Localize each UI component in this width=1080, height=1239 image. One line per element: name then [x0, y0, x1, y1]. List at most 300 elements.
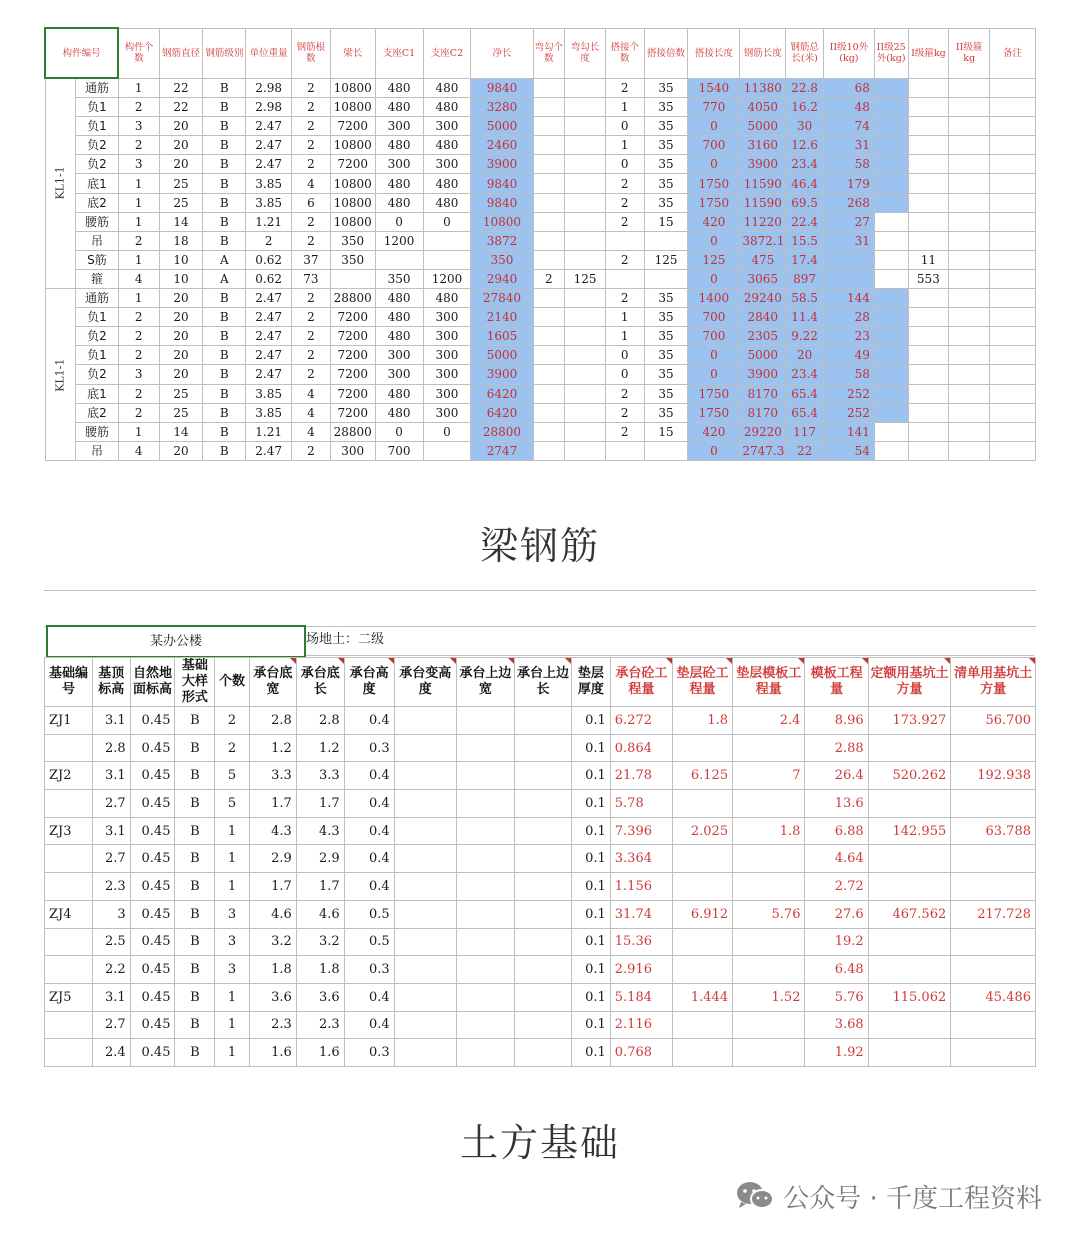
foundation-cell[interactable]: 19.2 — [805, 928, 868, 956]
rebar-cell[interactable]: 2 — [605, 384, 644, 403]
rebar-cell[interactable]: 35 — [644, 327, 688, 346]
rebar-cell[interactable]: B — [203, 174, 246, 193]
foundation-cell[interactable]: 1.2 — [249, 734, 296, 762]
foundation-cell[interactable]: 0.768 — [610, 1039, 672, 1067]
rebar-cell[interactable]: 2940 — [471, 269, 533, 288]
rebar-cell[interactable]: 5000 — [740, 346, 786, 365]
rebar-cell[interactable]: 1540 — [688, 78, 740, 98]
foundation-cell[interactable] — [45, 790, 93, 818]
rebar-cell[interactable]: 1200 — [375, 231, 423, 250]
foundation-cell[interactable] — [394, 817, 456, 845]
rebar-cell[interactable]: 65.4 — [786, 384, 824, 403]
rebar-cell[interactable] — [533, 212, 565, 231]
rebar-cell[interactable]: 141 — [823, 422, 874, 441]
rebar-cell[interactable] — [823, 250, 874, 269]
rebar-cell[interactable]: 1200 — [423, 269, 471, 288]
rebar-cell[interactable]: 1750 — [688, 384, 740, 403]
rebar-cell[interactable]: 1605 — [471, 327, 533, 346]
rebar-cell[interactable] — [423, 250, 471, 269]
foundation-cell[interactable] — [394, 734, 456, 762]
rebar-cell[interactable]: 2.47 — [246, 327, 292, 346]
foundation-cell[interactable]: B — [175, 762, 215, 790]
rebar-cell[interactable]: 6420 — [471, 403, 533, 422]
rebar-cell[interactable] — [533, 365, 565, 384]
rebar-cell[interactable] — [874, 403, 908, 422]
foundation-cell[interactable] — [733, 1011, 805, 1039]
foundation-cell[interactable] — [456, 873, 514, 901]
rebar-cell[interactable] — [565, 422, 606, 441]
rebar-cell[interactable] — [874, 136, 908, 155]
rebar-cell[interactable]: 3872 — [471, 231, 533, 250]
foundation-cell[interactable]: B — [175, 900, 215, 928]
soil-class-cell[interactable]: 场地土：二级 — [306, 625, 1034, 656]
foundation-cell[interactable]: B — [175, 1039, 215, 1067]
rebar-cell[interactable] — [949, 441, 990, 460]
foundation-cell[interactable] — [951, 734, 1036, 762]
rebar-header-6[interactable]: 梁长 — [330, 28, 375, 78]
rebar-cell[interactable]: 65.4 — [786, 403, 824, 422]
rebar-cell[interactable]: 0 — [605, 117, 644, 136]
rebar-cell[interactable] — [874, 308, 908, 327]
foundation-cell[interactable]: 1.8 — [249, 956, 296, 984]
foundation-cell[interactable]: 2.8 — [296, 707, 344, 735]
rebar-cell[interactable]: 22.4 — [786, 212, 824, 231]
foundation-cell[interactable] — [456, 956, 514, 984]
foundation-cell[interactable]: 1.6 — [296, 1039, 344, 1067]
rebar-cell[interactable]: 2 — [533, 269, 565, 288]
rebar-cell[interactable]: 1750 — [688, 403, 740, 422]
rebar-cell[interactable]: 17.4 — [786, 250, 824, 269]
rebar-cell[interactable]: 20 — [159, 441, 203, 460]
rebar-cell[interactable]: 负2 — [76, 327, 119, 346]
rebar-cell[interactable]: B — [203, 155, 246, 174]
foundation-cell[interactable]: 45.486 — [951, 983, 1036, 1011]
foundation-cell[interactable]: 0.45 — [130, 900, 175, 928]
rebar-cell[interactable]: 23 — [823, 327, 874, 346]
foundation-cell[interactable] — [733, 956, 805, 984]
rebar-cell[interactable]: 480 — [375, 403, 423, 422]
rebar-cell[interactable]: 30 — [786, 117, 824, 136]
rebar-cell[interactable]: 2 — [605, 193, 644, 212]
foundation-cell[interactable]: B — [175, 983, 215, 1011]
rebar-cell[interactable] — [949, 78, 990, 98]
foundation-cell[interactable] — [514, 873, 571, 901]
rebar-cell[interactable]: 0.62 — [246, 269, 292, 288]
foundation-cell[interactable]: 3.1 — [92, 762, 130, 790]
rebar-cell[interactable]: 31 — [823, 231, 874, 250]
rebar-cell[interactable] — [908, 231, 949, 250]
rebar-cell[interactable]: 300 — [423, 155, 471, 174]
rebar-cell[interactable] — [949, 403, 990, 422]
rebar-cell[interactable]: 10800 — [471, 212, 533, 231]
foundation-cell[interactable]: 3.1 — [92, 983, 130, 1011]
foundation-cell[interactable] — [394, 900, 456, 928]
foundation-cell[interactable]: 0.45 — [130, 790, 175, 818]
foundation-cell[interactable]: 2.8 — [249, 707, 296, 735]
foundation-cell[interactable]: 0.1 — [572, 734, 611, 762]
rebar-cell[interactable]: 2460 — [471, 136, 533, 155]
rebar-cell[interactable] — [644, 231, 688, 250]
rebar-cell[interactable]: 7200 — [330, 346, 375, 365]
foundation-cell[interactable]: 3.1 — [92, 707, 130, 735]
foundation-cell[interactable] — [733, 845, 805, 873]
rebar-cell[interactable]: 2.47 — [246, 136, 292, 155]
rebar-cell[interactable]: 31 — [823, 136, 874, 155]
rebar-cell[interactable] — [565, 365, 606, 384]
rebar-cell[interactable] — [565, 308, 606, 327]
foundation-cell[interactable]: 2.5 — [92, 928, 130, 956]
rebar-cell[interactable]: 2 — [292, 308, 331, 327]
rebar-cell[interactable] — [533, 346, 565, 365]
foundation-cell[interactable] — [951, 928, 1036, 956]
rebar-cell[interactable]: 0 — [688, 231, 740, 250]
rebar-cell[interactable]: 350 — [330, 231, 375, 250]
rebar-cell[interactable]: 2.47 — [246, 155, 292, 174]
rebar-cell[interactable] — [990, 117, 1036, 136]
rebar-cell[interactable]: 6 — [292, 193, 331, 212]
rebar-cell[interactable]: 2 — [605, 174, 644, 193]
rebar-cell[interactable]: 0 — [688, 269, 740, 288]
foundation-cell[interactable] — [394, 873, 456, 901]
rebar-cell[interactable]: 8170 — [740, 403, 786, 422]
rebar-cell[interactable]: 252 — [823, 384, 874, 403]
rebar-cell[interactable]: 3.85 — [246, 403, 292, 422]
rebar-header-11[interactable]: 弯勾长度 — [565, 28, 606, 78]
rebar-header-9[interactable]: 净长 — [471, 28, 533, 78]
foundation-cell[interactable]: 5.78 — [610, 790, 672, 818]
rebar-cell[interactable] — [908, 78, 949, 98]
foundation-cell[interactable]: 1.52 — [733, 983, 805, 1011]
foundation-cell[interactable]: 1 — [215, 1011, 250, 1039]
foundation-cell[interactable]: 0.4 — [344, 762, 394, 790]
rebar-cell[interactable]: 2 — [118, 308, 159, 327]
foundation-cell[interactable]: 0.1 — [572, 928, 611, 956]
rebar-cell[interactable] — [565, 174, 606, 193]
rebar-cell[interactable]: 20 — [159, 289, 203, 308]
foundation-cell[interactable]: 4.3 — [296, 817, 344, 845]
rebar-header-5[interactable]: 钢筋根数 — [292, 28, 331, 78]
foundation-cell[interactable]: 7 — [733, 762, 805, 790]
rebar-cell[interactable]: 22.8 — [786, 78, 824, 98]
rebar-cell[interactable]: B — [203, 384, 246, 403]
foundation-cell[interactable]: 0.45 — [130, 707, 175, 735]
foundation-cell[interactable]: 2.2 — [92, 956, 130, 984]
foundation-cell[interactable] — [868, 928, 951, 956]
rebar-cell[interactable] — [990, 327, 1036, 346]
foundation-cell[interactable]: ZJ2 — [45, 762, 93, 790]
rebar-cell[interactable]: 1 — [118, 289, 159, 308]
rebar-cell[interactable] — [908, 365, 949, 384]
foundation-header-15[interactable]: 模板工程量 — [805, 658, 868, 707]
rebar-cell[interactable]: 14 — [159, 212, 203, 231]
foundation-cell[interactable]: 2.88 — [805, 734, 868, 762]
foundation-cell[interactable] — [456, 707, 514, 735]
foundation-cell[interactable]: 0.45 — [130, 928, 175, 956]
rebar-cell[interactable]: 底1 — [76, 174, 119, 193]
rebar-cell[interactable]: 480 — [423, 98, 471, 117]
foundation-cell[interactable]: ZJ4 — [45, 900, 93, 928]
rebar-cell[interactable]: 负2 — [76, 155, 119, 174]
foundation-cell[interactable]: 0.3 — [344, 956, 394, 984]
foundation-header-4[interactable]: 个数 — [215, 658, 250, 707]
foundation-cell[interactable]: 6.48 — [805, 956, 868, 984]
foundation-cell[interactable] — [951, 873, 1036, 901]
foundation-cell[interactable]: 2.025 — [672, 817, 732, 845]
foundation-cell[interactable]: 6.912 — [672, 900, 732, 928]
foundation-cell[interactable]: 5.76 — [733, 900, 805, 928]
rebar-cell[interactable]: 20 — [786, 346, 824, 365]
rebar-cell[interactable] — [908, 193, 949, 212]
rebar-cell[interactable] — [874, 384, 908, 403]
rebar-cell[interactable]: 475 — [740, 250, 786, 269]
rebar-cell[interactable] — [533, 78, 565, 98]
rebar-cell[interactable] — [990, 250, 1036, 269]
rebar-header-12[interactable]: 搭接个数 — [605, 28, 644, 78]
foundation-cell[interactable]: 2.7 — [92, 790, 130, 818]
rebar-cell[interactable]: 通筋 — [76, 289, 119, 308]
rebar-header-3[interactable]: 钢筋级别 — [203, 28, 246, 78]
rebar-cell[interactable]: 10800 — [330, 98, 375, 117]
rebar-cell[interactable] — [565, 327, 606, 346]
foundation-cell[interactable] — [45, 1011, 93, 1039]
foundation-cell[interactable]: 1.7 — [296, 873, 344, 901]
rebar-header-20[interactable]: II级箍kg — [949, 28, 990, 78]
rebar-cell[interactable]: 25 — [159, 193, 203, 212]
rebar-cell[interactable]: 12.6 — [786, 136, 824, 155]
rebar-cell[interactable] — [908, 384, 949, 403]
foundation-cell[interactable] — [951, 1011, 1036, 1039]
foundation-cell[interactable] — [514, 734, 571, 762]
rebar-cell[interactable] — [908, 441, 949, 460]
rebar-cell[interactable] — [990, 384, 1036, 403]
rebar-cell[interactable]: 28800 — [330, 422, 375, 441]
foundation-cell[interactable] — [672, 790, 732, 818]
foundation-cell[interactable]: 3.68 — [805, 1011, 868, 1039]
rebar-cell[interactable]: 4 — [292, 174, 331, 193]
foundation-cell[interactable]: 520.262 — [868, 762, 951, 790]
foundation-cell[interactable] — [733, 734, 805, 762]
foundation-cell[interactable]: 8.96 — [805, 707, 868, 735]
rebar-cell[interactable]: 420 — [688, 212, 740, 231]
rebar-cell[interactable]: 252 — [823, 403, 874, 422]
rebar-cell[interactable]: 2 — [292, 346, 331, 365]
foundation-cell[interactable] — [868, 734, 951, 762]
rebar-cell[interactable] — [533, 327, 565, 346]
rebar-cell[interactable] — [908, 289, 949, 308]
foundation-header-3[interactable]: 基础大样形式 — [175, 658, 215, 707]
rebar-cell[interactable] — [565, 212, 606, 231]
rebar-cell[interactable]: 300 — [423, 117, 471, 136]
rebar-cell[interactable]: 0 — [605, 155, 644, 174]
foundation-cell[interactable]: 1.8 — [733, 817, 805, 845]
rebar-cell[interactable]: 300 — [375, 365, 423, 384]
foundation-cell[interactable] — [672, 1039, 732, 1067]
rebar-cell[interactable]: 35 — [644, 136, 688, 155]
rebar-cell[interactable]: 9840 — [471, 174, 533, 193]
rebar-cell[interactable]: 2 — [292, 289, 331, 308]
rebar-cell[interactable]: 2 — [118, 98, 159, 117]
foundation-cell[interactable]: 2.7 — [92, 845, 130, 873]
rebar-cell[interactable]: 35 — [644, 308, 688, 327]
rebar-cell[interactable]: 28800 — [330, 289, 375, 308]
rebar-cell[interactable]: 1 — [118, 174, 159, 193]
rebar-cell[interactable] — [949, 174, 990, 193]
rebar-cell[interactable] — [605, 231, 644, 250]
rebar-cell[interactable] — [908, 117, 949, 136]
rebar-cell[interactable]: 5000 — [471, 117, 533, 136]
rebar-cell[interactable]: 2 — [605, 422, 644, 441]
rebar-cell[interactable]: 2 — [292, 365, 331, 384]
rebar-cell[interactable]: 700 — [688, 136, 740, 155]
rebar-cell[interactable]: 700 — [688, 327, 740, 346]
foundation-cell[interactable] — [514, 762, 571, 790]
rebar-cell[interactable]: 3900 — [740, 155, 786, 174]
foundation-cell[interactable]: 0.45 — [130, 762, 175, 790]
rebar-cell[interactable]: 11.4 — [786, 308, 824, 327]
rebar-cell[interactable]: 1750 — [688, 174, 740, 193]
rebar-cell[interactable] — [874, 365, 908, 384]
rebar-cell[interactable]: 1 — [605, 308, 644, 327]
foundation-cell[interactable]: 31.74 — [610, 900, 672, 928]
foundation-header-0[interactable]: 基础编号 — [45, 658, 93, 707]
rebar-cell[interactable]: B — [203, 78, 246, 98]
rebar-cell[interactable]: 0 — [605, 365, 644, 384]
rebar-cell[interactable] — [949, 308, 990, 327]
foundation-header-6[interactable]: 承台底长 — [296, 658, 344, 707]
rebar-cell[interactable]: 1.21 — [246, 422, 292, 441]
rebar-cell[interactable] — [990, 193, 1036, 212]
foundation-cell[interactable]: 0.45 — [130, 1039, 175, 1067]
rebar-cell[interactable]: 300 — [423, 308, 471, 327]
foundation-header-14[interactable]: 垫层模板工程量 — [733, 658, 805, 707]
rebar-cell[interactable] — [565, 441, 606, 460]
rebar-cell[interactable]: 300 — [423, 327, 471, 346]
foundation-cell[interactable] — [456, 790, 514, 818]
rebar-cell[interactable]: 58 — [823, 365, 874, 384]
foundation-cell[interactable] — [45, 956, 93, 984]
rebar-cell[interactable]: 4 — [292, 403, 331, 422]
rebar-cell[interactable] — [990, 289, 1036, 308]
foundation-cell[interactable] — [456, 1011, 514, 1039]
rebar-cell[interactable]: 3900 — [471, 365, 533, 384]
rebar-cell[interactable]: 2.47 — [246, 289, 292, 308]
foundation-cell[interactable]: 0.1 — [572, 1011, 611, 1039]
rebar-cell[interactable]: 10800 — [330, 78, 375, 98]
foundation-cell[interactable]: 3.1 — [92, 817, 130, 845]
rebar-cell[interactable]: 1 — [605, 136, 644, 155]
rebar-cell[interactable]: 300 — [423, 365, 471, 384]
rebar-cell[interactable] — [990, 422, 1036, 441]
rebar-cell[interactable]: 20 — [159, 365, 203, 384]
foundation-cell[interactable] — [45, 845, 93, 873]
rebar-cell[interactable]: 3 — [118, 365, 159, 384]
foundation-cell[interactable]: 173.927 — [868, 707, 951, 735]
rebar-cell[interactable]: 2.98 — [246, 98, 292, 117]
rebar-cell[interactable]: B — [203, 117, 246, 136]
foundation-cell[interactable]: 0.45 — [130, 873, 175, 901]
rebar-cell[interactable] — [949, 212, 990, 231]
rebar-cell[interactable]: 3 — [118, 117, 159, 136]
rebar-cell[interactable]: 1.21 — [246, 212, 292, 231]
rebar-cell[interactable]: 268 — [823, 193, 874, 212]
foundation-cell[interactable]: 3.6 — [249, 983, 296, 1011]
foundation-cell[interactable]: 26.4 — [805, 762, 868, 790]
rebar-cell[interactable]: 2 — [605, 289, 644, 308]
rebar-cell[interactable] — [533, 403, 565, 422]
foundation-cell[interactable] — [514, 1039, 571, 1067]
foundation-cell[interactable] — [868, 956, 951, 984]
rebar-cell[interactable]: 480 — [375, 384, 423, 403]
rebar-cell[interactable] — [533, 308, 565, 327]
foundation-cell[interactable]: 2.4 — [92, 1039, 130, 1067]
rebar-cell[interactable] — [990, 98, 1036, 117]
rebar-cell[interactable]: 46.4 — [786, 174, 824, 193]
rebar-cell[interactable]: 10 — [159, 269, 203, 288]
foundation-cell[interactable]: B — [175, 928, 215, 956]
foundation-cell[interactable]: 3 — [215, 900, 250, 928]
rebar-cell[interactable] — [644, 441, 688, 460]
rebar-cell[interactable]: 125 — [565, 269, 606, 288]
rebar-cell[interactable]: 68 — [823, 78, 874, 98]
project-title-cell[interactable]: 某办公楼 — [46, 625, 306, 658]
rebar-cell[interactable] — [565, 346, 606, 365]
rebar-cell[interactable] — [990, 136, 1036, 155]
rebar-cell[interactable]: 7200 — [330, 384, 375, 403]
rebar-header-8[interactable]: 支座C2 — [423, 28, 471, 78]
rebar-cell[interactable]: 480 — [423, 78, 471, 98]
rebar-cell[interactable]: 300 — [423, 403, 471, 422]
foundation-cell[interactable]: 63.788 — [951, 817, 1036, 845]
rebar-cell[interactable] — [874, 250, 908, 269]
rebar-header-18[interactable]: II级25外(kg) — [874, 28, 908, 78]
rebar-cell[interactable]: 480 — [423, 136, 471, 155]
rebar-cell[interactable] — [823, 269, 874, 288]
rebar-cell[interactable]: 35 — [644, 78, 688, 98]
foundation-cell[interactable] — [394, 707, 456, 735]
rebar-cell[interactable] — [949, 269, 990, 288]
foundation-cell[interactable] — [951, 790, 1036, 818]
rebar-cell[interactable]: 480 — [375, 289, 423, 308]
rebar-cell[interactable] — [949, 327, 990, 346]
rebar-cell[interactable]: 10 — [159, 250, 203, 269]
rebar-cell[interactable] — [533, 155, 565, 174]
rebar-cell[interactable]: 144 — [823, 289, 874, 308]
rebar-cell[interactable]: 10800 — [330, 136, 375, 155]
rebar-cell[interactable]: 负2 — [76, 365, 119, 384]
rebar-cell[interactable] — [565, 231, 606, 250]
rebar-cell[interactable]: 58 — [823, 155, 874, 174]
rebar-cell[interactable]: 117 — [786, 422, 824, 441]
foundation-cell[interactable] — [868, 873, 951, 901]
foundation-cell[interactable] — [394, 983, 456, 1011]
rebar-cell[interactable]: 9.22 — [786, 327, 824, 346]
rebar-cell[interactable]: 20 — [159, 327, 203, 346]
rebar-cell[interactable]: 1750 — [688, 193, 740, 212]
foundation-cell[interactable]: 21.78 — [610, 762, 672, 790]
foundation-cell[interactable]: 0.1 — [572, 790, 611, 818]
rebar-cell[interactable]: 底1 — [76, 384, 119, 403]
rebar-cell[interactable]: 300 — [423, 346, 471, 365]
foundation-cell[interactable] — [868, 790, 951, 818]
rebar-cell[interactable]: 700 — [688, 308, 740, 327]
foundation-cell[interactable]: B — [175, 817, 215, 845]
rebar-cell[interactable] — [908, 98, 949, 117]
rebar-cell[interactable]: 2 — [118, 231, 159, 250]
rebar-cell[interactable] — [949, 289, 990, 308]
rebar-cell[interactable]: 7200 — [330, 155, 375, 174]
rebar-cell[interactable] — [908, 174, 949, 193]
rebar-cell[interactable]: 4 — [118, 269, 159, 288]
